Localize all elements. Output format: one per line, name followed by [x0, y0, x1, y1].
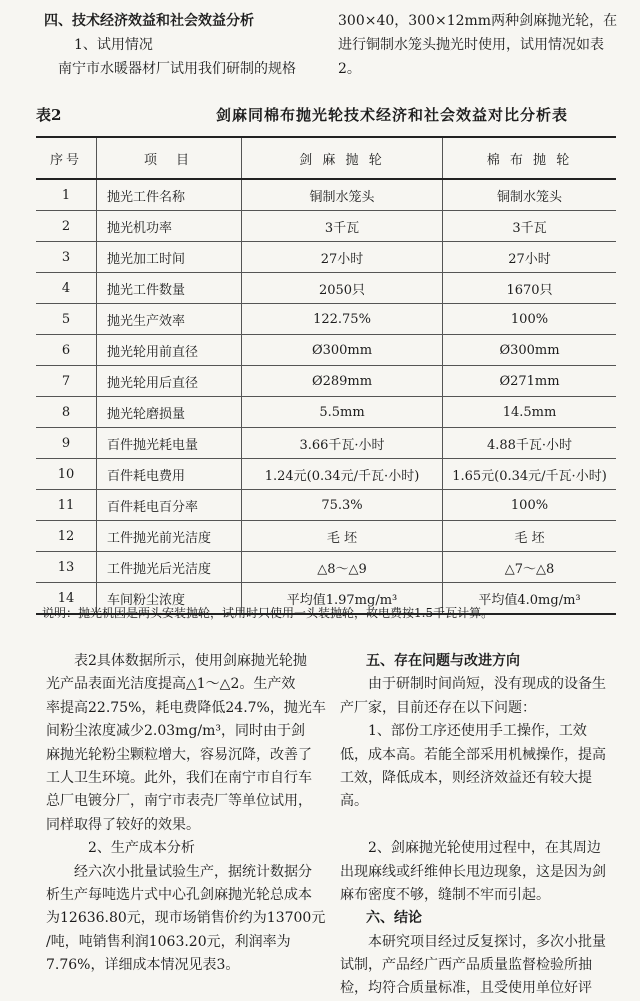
- trial-text-line: 南宁市水暖器材厂试用我们研制的规格: [58, 61, 296, 77]
- cell-sisal: 3千瓦: [242, 211, 443, 242]
- table-title: [36, 104, 616, 125]
- cell-item: 车间粉尘浓度: [97, 583, 242, 615]
- trial-text-line: 2。: [338, 61, 361, 77]
- cell-no: 10: [36, 459, 97, 490]
- cell-sisal: Ø300mm: [242, 335, 443, 366]
- cell-no: 11: [36, 490, 97, 521]
- table-row: [36, 179, 616, 211]
- cell-cotton: 1670只: [443, 273, 617, 304]
- section-heading-4: 四、技术经济效益和社会效益分析: [44, 13, 254, 29]
- subheading-cost: 2、生产成本分析: [88, 840, 195, 857]
- table-row: [36, 428, 616, 459]
- cell-sisal: 5.5mm: [242, 397, 443, 428]
- analysis-column: [46, 650, 326, 977]
- table-row: [36, 459, 616, 490]
- header-no: 序号: [36, 137, 97, 179]
- cell-cotton: 27小时: [443, 242, 617, 273]
- body-line: 间粉尘浓度减少2.03mg/m³，同时由于剑: [46, 723, 306, 740]
- cell-no: 4: [36, 273, 97, 304]
- table-row: [36, 273, 616, 304]
- cell-no: 12: [36, 521, 97, 552]
- cell-no: 2: [36, 211, 97, 242]
- cell-no: 6: [36, 335, 97, 366]
- subheading-trial: 1、试用情况: [74, 37, 153, 53]
- problems-column: [340, 650, 606, 1001]
- cell-cotton: 14.5mm: [443, 397, 617, 428]
- table-note: 说明：抛光机因是两头安装抛轮，试用时只使用一头装抛轮，故电费按1.5千瓦计算。: [42, 606, 494, 620]
- table-header-row: [36, 137, 616, 179]
- cell-cotton: 4.88千瓦·小时: [443, 428, 617, 459]
- header-item: 项 目: [97, 137, 242, 179]
- cell-no: 9: [36, 428, 97, 459]
- table-row: [36, 211, 616, 242]
- body-line: 光产品表面光洁度提高△1～△2。生产效: [46, 676, 296, 693]
- cell-cotton: 平均值4.0mg/m³: [443, 583, 617, 615]
- cell-cotton: 100%: [443, 490, 617, 521]
- body-line: 为12636.80元，现市场销售价约为13700元: [46, 910, 326, 927]
- cell-sisal: 1.24元(0.34元/千瓦·小时): [242, 459, 443, 490]
- body-line: 由于研制时间尚短，没有现成的设备生: [368, 676, 606, 693]
- cell-cotton: 1.65元(0.34元/千瓦·小时): [443, 459, 617, 490]
- body-line: 高。: [340, 793, 368, 810]
- cell-item: 百件抛光耗电量: [97, 428, 242, 459]
- body-line: 总厂电镀分厂，南宁市表壳厂等单位试用，: [46, 793, 312, 810]
- body-line: 经六次小批量试验生产，据统计数据分: [74, 863, 312, 880]
- cell-item: 抛光加工时间: [97, 242, 242, 273]
- cell-sisal: 铜制水笼头: [242, 179, 443, 211]
- cell-sisal: 75.3%: [242, 490, 443, 521]
- header-cotton: 棉 布 抛 轮: [443, 137, 617, 179]
- cell-cotton: 毛 坯: [443, 521, 617, 552]
- body-line: 7.76%，详细成本情况见表3。: [46, 957, 240, 974]
- body-line: 检，均符合质量标准，且受使用单位好评: [340, 980, 592, 997]
- cell-item: 抛光机功率: [97, 211, 242, 242]
- cell-no: 5: [36, 304, 97, 335]
- table-row: [36, 242, 616, 273]
- cell-item: 抛光轮磨损量: [97, 397, 242, 428]
- cell-no: 1: [36, 179, 97, 211]
- cell-sisal: 3.66千瓦·小时: [242, 428, 443, 459]
- trial-text-line: 300×40，300×12mm两种剑麻抛光轮，在: [338, 13, 618, 29]
- spacer: [340, 814, 606, 837]
- body-line: 工人卫生环境。此外，我们在南宁市自行车: [46, 769, 312, 786]
- cell-sisal: 122.75%: [242, 304, 443, 335]
- body-line: 麻抛光轮粉尘颗粒增大，容易沉降，改善了: [46, 746, 312, 763]
- body-line: /吨，吨销售利润1063.20元，利润率为: [46, 933, 291, 950]
- body-line: 1、部份工序还使用手工操作，工效: [368, 723, 587, 740]
- body-line: 工效，降低成本，则经济效益还有较大提: [340, 769, 592, 786]
- cell-sisal: △8～△9: [242, 552, 443, 583]
- cell-sisal: Ø289mm: [242, 366, 443, 397]
- body-line: 表2具体数据所示，使用剑麻抛光轮抛: [74, 653, 307, 669]
- body-line: 出现麻线或纤维伸长甩边现象，这是因为剑: [340, 863, 606, 880]
- table-row: [36, 552, 616, 583]
- section-heading-6: 六、结论: [366, 910, 422, 927]
- table-row: [36, 521, 616, 552]
- cell-no: 14: [36, 583, 97, 615]
- cell-item: 抛光轮用前直径: [97, 335, 242, 366]
- cell-item: 抛光生产效率: [97, 304, 242, 335]
- table-row: [36, 366, 616, 397]
- cell-item: 百件耗电百分率: [97, 490, 242, 521]
- cell-no: 7: [36, 366, 97, 397]
- cell-cotton: Ø300mm: [443, 335, 617, 366]
- body-line: 本研究项目经过反复探讨，多次小批量: [368, 933, 606, 950]
- table-label: 表2: [36, 106, 62, 124]
- cell-item: 抛光工件数量: [97, 273, 242, 304]
- cell-cotton: Ø271mm: [443, 366, 617, 397]
- body-line: 率提高22.75%，耗电费降低24.7%，抛光车: [46, 699, 326, 716]
- body-line: 2、剑麻抛光轮使用过程中，在其周边: [368, 840, 601, 857]
- header-sisal: 剑 麻 抛 轮: [242, 137, 443, 179]
- body-line: 低，成本高。若能全部采用机械操作，提高: [340, 746, 606, 763]
- cell-cotton: 铜制水笼头: [443, 179, 617, 211]
- cell-sisal: 27小时: [242, 242, 443, 273]
- body-line: 麻布密度不够，缝制不牢而引起。: [340, 886, 550, 903]
- cell-no: 13: [36, 552, 97, 583]
- body-line: 析生产每吨选片式中心孔剑麻抛光轮总成本: [46, 886, 312, 903]
- cell-no: 3: [36, 242, 97, 273]
- cell-item: 工件抛光前光洁度: [97, 521, 242, 552]
- table-row: [36, 335, 616, 366]
- table-caption: 剑麻同棉布抛光轮技术经济和社会效益对比分析表: [216, 106, 569, 124]
- cell-no: 8: [36, 397, 97, 428]
- trial-text-line: 进行铜制水笼头抛光时使用，试用情况如表: [338, 37, 604, 53]
- body-line: 产厂家，目前还存在以下问题：: [340, 699, 536, 716]
- cell-sisal: 毛 坯: [242, 521, 443, 552]
- cell-cotton: △7～△8: [443, 552, 617, 583]
- cell-cotton: 100%: [443, 304, 617, 335]
- section-heading-5: 五、存在问题与改进方向: [366, 653, 520, 669]
- cell-item: 百件耗电费用: [97, 459, 242, 490]
- body-line: 同样取得了较好的效果。: [46, 816, 200, 833]
- cell-item: 工件抛光后光洁度: [97, 552, 242, 583]
- cell-sisal: 平均值1.97mg/m³: [242, 583, 443, 615]
- table-row: [36, 304, 616, 335]
- body-line: 试制，产品经广西产品质量监督检验所抽: [340, 957, 592, 974]
- cell-sisal: 2050只: [242, 273, 443, 304]
- cell-item: 抛光工件名称: [97, 179, 242, 211]
- comparison-table: [36, 136, 616, 615]
- cell-item: 抛光轮用后直径: [97, 366, 242, 397]
- table-row: [36, 490, 616, 521]
- cell-cotton: 3千瓦: [443, 211, 617, 242]
- table-row: [36, 397, 616, 428]
